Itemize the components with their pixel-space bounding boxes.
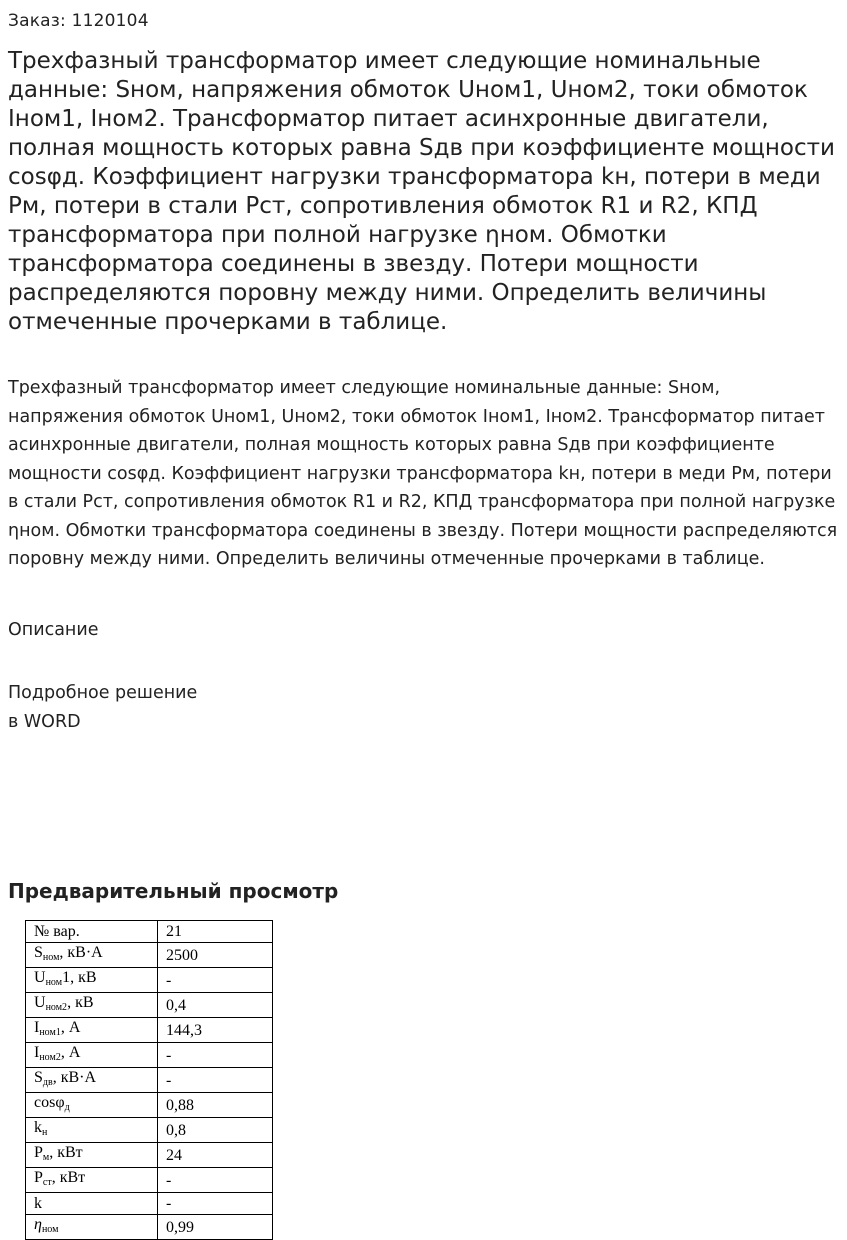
table-row (26, 1093, 273, 1118)
table-row (26, 1118, 273, 1143)
parameter-symbol: S (34, 1069, 43, 1086)
parameters-table-body (26, 921, 273, 1240)
parameter-cell (26, 1118, 158, 1143)
parameter-cell (26, 921, 158, 943)
table-row (26, 921, 273, 943)
parameter-symbol: U (34, 969, 46, 986)
solution-format-line: в WORD (8, 712, 81, 732)
order-label: Заказ: (8, 11, 66, 31)
parameter-symbol: k (34, 1195, 42, 1212)
parameter-unit: , А (60, 1019, 81, 1036)
parameter-unit: , кВ·А (52, 1069, 97, 1086)
parameter-subscript: м (42, 1152, 50, 1163)
parameter-subscript: ном (45, 977, 63, 988)
solution-format (8, 679, 197, 737)
parameter-cell (26, 1018, 158, 1043)
table-row (26, 1215, 273, 1240)
parameter-symbol: S (34, 944, 43, 961)
parameter-symbol: P (34, 1144, 43, 1161)
value-cell: 2500 (158, 943, 273, 968)
order-number: 1120104 (71, 11, 149, 31)
parameter-cell (26, 1143, 158, 1168)
parameter-unit: , кВт (49, 1144, 83, 1161)
preview-heading: Предварительный просмотр (8, 879, 339, 903)
table-row (26, 1143, 273, 1168)
value-cell: 0,88 (158, 1093, 273, 1118)
parameter-symbol: cosφ (34, 1094, 65, 1111)
parameter-unit: 1, кВ (62, 969, 97, 986)
parameter-cell (26, 1193, 158, 1215)
parameter-subscript: ном1 (39, 1027, 61, 1038)
parameter-symbol: № вар. (34, 923, 80, 940)
parameter-cell (26, 1093, 158, 1118)
value-cell: 0,8 (158, 1118, 273, 1143)
value-cell: 0,99 (158, 1215, 273, 1240)
parameter-symbol: η (34, 1216, 42, 1233)
parameter-unit: , кВ (67, 994, 94, 1011)
parameter-cell (26, 943, 158, 968)
table-row (26, 1043, 273, 1068)
description-label: Описание (8, 620, 99, 640)
parameter-subscript: дв (42, 1077, 53, 1088)
table-row (26, 968, 273, 993)
parameter-subscript: ном2 (45, 1002, 68, 1013)
parameter-subscript: д (64, 1102, 70, 1113)
value-cell: 0,4 (158, 993, 273, 1018)
parameter-subscript: ном (41, 1224, 59, 1235)
value-cell: 24 (158, 1143, 273, 1168)
parameter-symbol: k (34, 1119, 42, 1136)
parameter-subscript: ст (42, 1177, 52, 1188)
parameter-symbol: I (34, 1044, 40, 1061)
table-row (26, 993, 273, 1018)
table-row (26, 1168, 273, 1193)
parameter-subscript: ном2 (39, 1052, 61, 1063)
parameter-cell (26, 968, 158, 993)
parameter-cell (26, 1215, 158, 1240)
parameter-cell (26, 1043, 158, 1068)
parameter-cell (26, 1068, 158, 1093)
parameters-table (25, 920, 273, 1240)
table-row (26, 1018, 273, 1043)
value-cell: - (158, 1068, 273, 1093)
value-cell: - (158, 1193, 273, 1215)
preview-image (25, 920, 273, 1240)
table-row (26, 1068, 273, 1093)
parameter-symbol: I (34, 1019, 40, 1036)
task-title: Трехфазный трансформатор имеет следующие номинальные данные: Sном, напряжения обмоток Uном1, Uном2, токи обмоток Iном1, Iном2. Трансформатор питает асинхронные двигатели, полная мощность которых равна Sдв при коэффициенте мощности cosφд. Коэффициент нагрузки трансформатора kн, потери в меди Pм, потери в стали Pст, сопротивления обмоток R1 и R2, КПД трансформатора при полной нагрузке ηном. Обмотки трансформатора соединены в звезду. Потери мощности распределяются поровну между ними. Определить величины отмеченные прочерками в таблице. (8, 48, 835, 335)
parameter-symbol: P (34, 1169, 43, 1186)
value-cell: - (158, 1168, 273, 1193)
parameter-subscript: н (42, 1127, 48, 1138)
table-row (26, 1193, 273, 1215)
parameter-cell (26, 993, 158, 1018)
value-cell: 144,3 (158, 1018, 273, 1043)
parameter-cell (26, 1168, 158, 1193)
solution-format-line: Подробное решение (8, 683, 198, 703)
parameter-subscript: ном (42, 952, 60, 963)
task-description: Трехфазный трансформатор имеет следующие номинальные данные: Sном, напряжения обмоток Uном1, Uном2, токи обмоток Iном1, Iном2. Трансформатор питает асинхронные двигатели, полная мощность которых равна Sдв при коэффициенте мощности cosφд. Коэффициент нагрузки трансформатора kн, потери в меди Pм, потери в стали Pст, сопротивления обмоток R1 и R2, КПД трансформатора при полной нагрузке ηном. Обмотки трансформатора соединены в звезду. Потери мощности распределяются поровну между ними. Определить величины отмеченные прочерками в таблице. (8, 378, 838, 569)
order-line (8, 10, 149, 32)
parameter-unit: , А (60, 1044, 81, 1061)
value-cell: - (158, 1043, 273, 1068)
value-cell: - (158, 968, 273, 993)
table-row (26, 943, 273, 968)
parameter-unit: , кВ·А (59, 944, 103, 961)
value-cell: 21 (158, 921, 273, 943)
parameter-symbol: U (34, 994, 46, 1011)
parameter-unit: , кВт (51, 1169, 86, 1186)
